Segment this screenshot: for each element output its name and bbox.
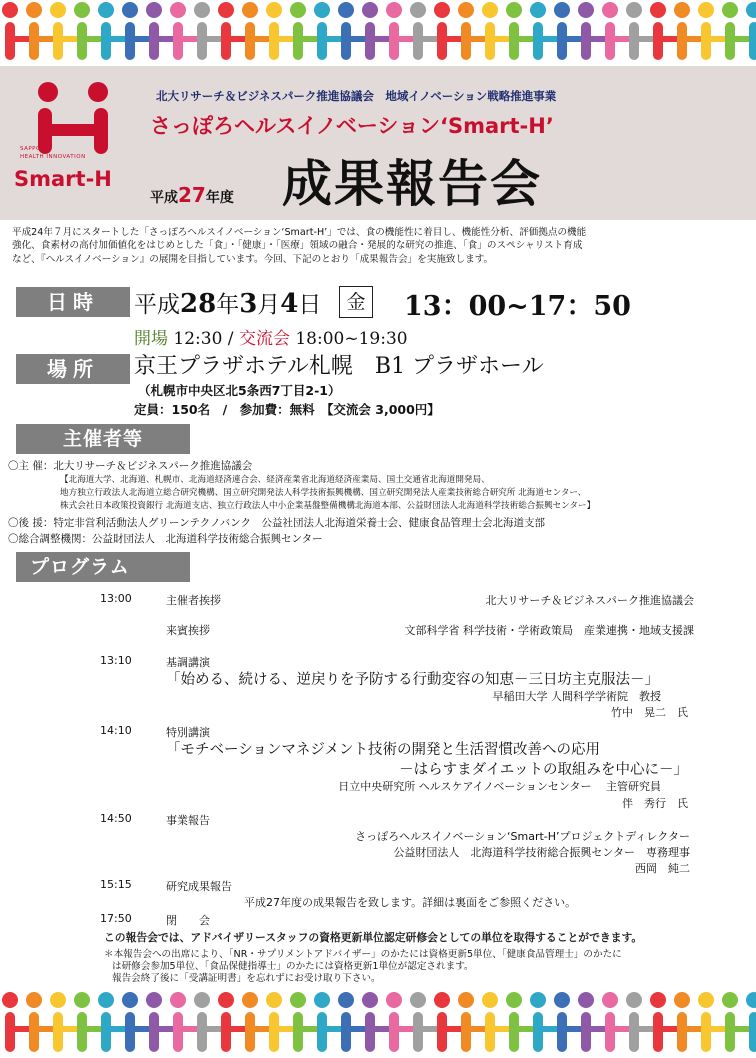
program-title: 研究成果報告 xyxy=(166,880,232,893)
year-number: 27 xyxy=(178,183,206,207)
logo-name: Smart-H xyxy=(14,167,112,191)
date-day: 4 xyxy=(280,289,299,319)
keynote-speaker: 竹中 晃二 氏 xyxy=(611,706,688,719)
supporters: 〇後 援：特定非営利活動法人グリーンテクノバンク 公益社団法人北海道栄養士会、健康食品管理士会北海道支部 xyxy=(8,517,545,529)
logo-line-2: HEALTH INNOVATION xyxy=(20,154,86,160)
organizers-label: 主催者等 xyxy=(16,424,190,454)
special-talk-subtitle: －はらすまダイエットの取組みを中心に－」 xyxy=(399,762,688,778)
program-title: 閉 会 xyxy=(166,914,210,927)
notice-headline: この報告会では、アドバイザリースタッフの資格更新単位認定研修会としての単位を取得することができます。 xyxy=(104,931,643,944)
intro-line: 強化、食素材の高付加価値化をはじめとした「食」・「健康」・「医療」領域の融合・発展的な研究の推進、「食」のスペシャリスト育成 xyxy=(12,240,583,252)
notice-line: 報告会終了後に「受講証明書」を忘れずにお受け取り下さい。 xyxy=(112,973,381,984)
report-affiliation: さっぽろヘルスイノベーション‘Smart-H’プロジェクトディレクター xyxy=(355,830,690,843)
host-member-line: 【北海道大学、北海道、札幌市、北海道経済連合会、経済産業省北海道経済産業局、国土交通省北海道開発局、 xyxy=(60,475,490,485)
program-right-note: 文部科学省 科学技術・学術政策局 産業連携・地域支援課 xyxy=(404,624,694,637)
intro-paragraph xyxy=(12,226,748,266)
program-title: 主催者挨拶 xyxy=(166,594,221,607)
program-title: 特別講演 xyxy=(166,726,210,739)
keynote-talk-title: 「始める、続ける、逆戻りを予防する行動変容の知恵－三日坊主克服法－」 xyxy=(166,672,659,688)
logo-line-1: SAPPORO xyxy=(20,146,50,152)
research-report-detail: 平成27年度の成果報告を致します。詳細は裏面をご参照ください。 xyxy=(244,896,577,909)
social-time: 18:00~19:30 xyxy=(295,329,408,349)
coordinator: 〇総合調整機関：公益財団法人 北海道科学技術総合振興センター xyxy=(8,533,323,545)
program-time: 13:10 xyxy=(100,654,132,667)
special-talk-title: 「モチベーションマネジメント技術の開発と生活習慣改善への応用 xyxy=(166,742,600,758)
program-time: 15:15 xyxy=(100,878,132,891)
program-time: 14:10 xyxy=(100,724,132,737)
report-affiliation-2: 公益財団法人 北海道科学技術総合振興センター 専務理事 xyxy=(393,846,690,859)
date-month: 3 xyxy=(239,289,258,319)
people-chain-bottom xyxy=(0,990,756,1058)
program-time: 14:50 xyxy=(100,812,132,825)
fiscal-year: 平成27年度 xyxy=(150,183,234,207)
host-member-line: 地方独立行政法人北海道立総合研究機構、国立研究開発法人科学技術振興機構、国立研究開発法人産業技術総合研究所 北海道センター、 xyxy=(60,488,587,498)
intro-line: 平成24年７月にスタートした「さっぽろヘルスイノベーション‘Smart-H’」では、食の機能性に着目し、機能性分析、評価拠点の機能 xyxy=(12,227,587,238)
program-title: 来賓挨拶 xyxy=(166,624,210,637)
host-organizer: 〇主 催：北大リサーチ＆ビジネスパーク推進協議会 xyxy=(8,460,253,472)
keynote-affiliation: 早稲田大学 人間科学学術院 教授 xyxy=(492,690,661,703)
program-label: プログラム xyxy=(16,552,190,582)
program-right-note: 北大リサーチ＆ビジネスパーク推進協議会 xyxy=(485,594,694,607)
report-speaker: 西岡 純二 xyxy=(635,862,690,875)
program-time: 17:50 xyxy=(100,912,132,925)
notice-line: ＊本報告会への出席により、「NR・サプリメントアドバイザー」のかたには資格更新5単位、「健康食品管理士」のかたに xyxy=(104,949,622,960)
host-member-line: 株式会社日本政策投資銀行 北海道支店、独立行政法人中小企業基盤整備機構北海道本部、公益財団法人北海道科学技術総合振興センター】 xyxy=(60,501,596,511)
special-speaker: 伴 秀行 氏 xyxy=(622,797,688,810)
special-affiliation: 日立中央研究所 ヘルスケアイノベーションセンター 主管研究員 xyxy=(338,780,661,793)
header-subtitle: 北大リサーチ＆ビジネスパーク推進協議会 地域イノベーション戦略推進事業 xyxy=(156,89,557,103)
venue-name: 京王プラザホテル札幌 B1 プラザホール xyxy=(134,354,544,379)
social-label: 交流会 xyxy=(238,329,290,349)
open-and-social-times: 開場 12:30 / 交流会 18:00~19:30 xyxy=(134,329,408,349)
venue-address: （札幌市中央区北5条西7丁目2-1） xyxy=(138,383,341,398)
capacity-and-fees: 定員：150名 / 参加費：無料 【交流会 3,000円】 xyxy=(134,402,440,417)
event-time: 13：00~17：50 xyxy=(404,291,631,322)
datetime-label: 日時 xyxy=(16,287,130,317)
venue-label: 場所 xyxy=(16,354,130,384)
open-label: 開場 xyxy=(134,329,168,349)
intro-line: など、『ヘルスイノベーション』の展開を目指しています。今回、下記のとおり「成果報告会」を実施致します。 xyxy=(12,253,494,265)
event-date: 平成28年3月4日 xyxy=(134,289,322,319)
open-time: 12:30 xyxy=(173,329,223,349)
bottom-border-decoration xyxy=(0,990,756,1058)
program-time: 13:00 xyxy=(100,592,132,605)
program-title: 事業報告 xyxy=(166,814,210,827)
notice-line: は研修会参加5単位、「食品保健指導士」のかたには資格更新1単位が認定されます。 xyxy=(112,961,474,972)
date-year: 28 xyxy=(180,289,217,319)
weekday-badge: 金 xyxy=(339,286,373,318)
top-border-decoration xyxy=(0,0,756,66)
people-chain-top xyxy=(0,0,756,66)
header-banner xyxy=(0,66,756,220)
header-project-name: さっぽろヘルスイノベーション‘Smart-H’ xyxy=(150,114,554,138)
page-title: 成果報告会 xyxy=(282,154,542,213)
program-title: 基調講演 xyxy=(166,656,210,669)
